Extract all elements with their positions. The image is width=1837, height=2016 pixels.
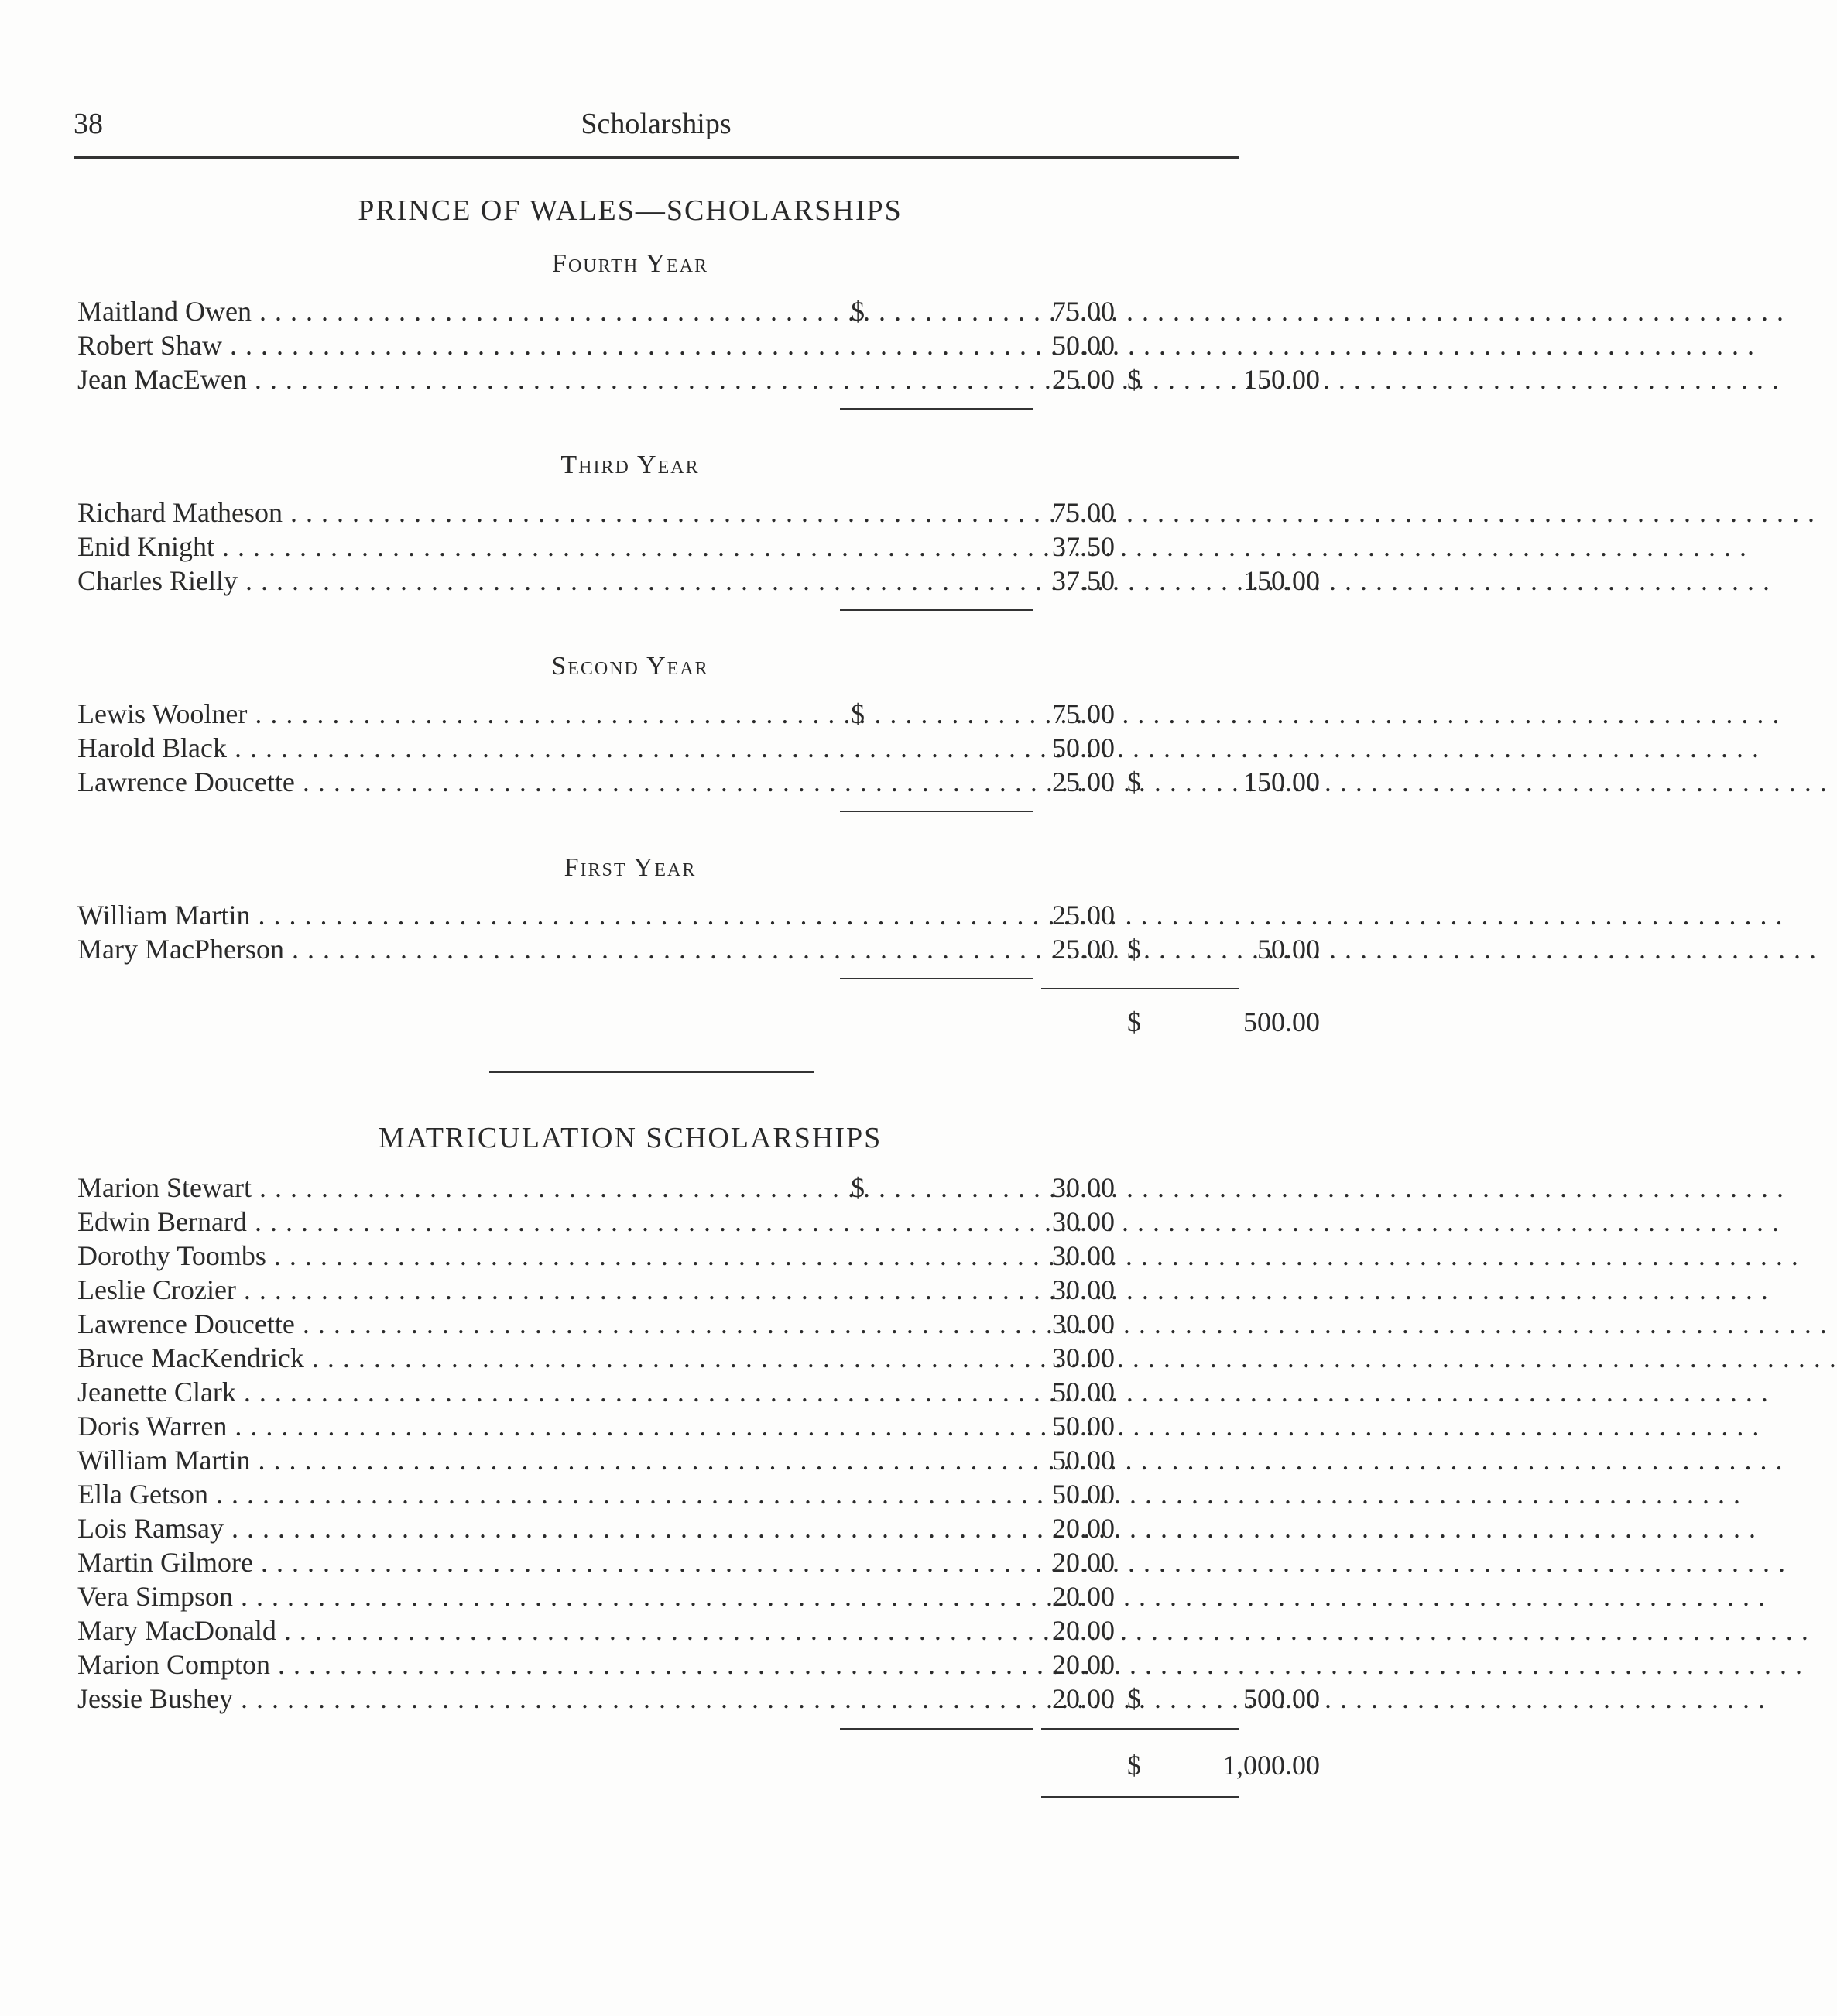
dollar-sign-subtotal: $	[1127, 934, 1141, 965]
recipient-name: Martin Gilmore . . .	[77, 1545, 832, 1579]
table-row	[77, 328, 1246, 362]
dollar-sign-subtotal: $	[1127, 1683, 1141, 1714]
table-row	[77, 1545, 1246, 1579]
table-row	[77, 1443, 1246, 1477]
amount: 50.00	[1052, 1411, 1115, 1442]
subtotal-rule	[840, 408, 1033, 410]
table-row	[77, 1205, 1246, 1239]
recipient-name: Dorothy Toombs . . .	[77, 1239, 832, 1273]
amount: 37.50	[1052, 565, 1115, 596]
table-row	[77, 932, 1320, 966]
table-row	[77, 362, 1320, 396]
subtotal: 150.00	[1243, 364, 1320, 395]
year-heading: First Year	[564, 853, 697, 882]
total-row	[77, 1748, 1320, 1782]
subtotal-rule	[840, 978, 1033, 979]
recipient-name: Jean MacEwen . . .	[77, 362, 832, 396]
year-heading: Third Year	[560, 451, 700, 479]
amount: 30.00	[1052, 1172, 1115, 1203]
subtotal: 150.00	[1243, 766, 1320, 797]
recipient-name: Doris Warren . . .	[77, 1409, 832, 1443]
dollar-sign-total: $	[1127, 1006, 1141, 1037]
table-row	[77, 1239, 1246, 1273]
recipient-name: Mary MacDonald . . .	[77, 1613, 832, 1647]
amount: 20.00	[1052, 1649, 1115, 1680]
recipient-name: Lawrence Doucette . . .	[77, 765, 832, 799]
amount: 50.00	[1052, 732, 1115, 763]
recipient-name: Mary MacPherson . . .	[77, 932, 832, 966]
recipient-name: Charles Rielly . . .	[77, 564, 832, 598]
section-title: PRINCE OF WALES—SCHOLARSHIPS	[358, 194, 903, 227]
dollar-sign-subtotal: $	[1127, 364, 1141, 395]
amount: 30.00	[1052, 1240, 1115, 1271]
recipient-name: William Martin . . .	[77, 1443, 832, 1477]
total-row	[77, 1005, 1320, 1039]
running-head: Scholarships	[581, 108, 732, 140]
recipient-name: Leslie Crozier . . .	[77, 1273, 832, 1307]
amount: 30.00	[1052, 1342, 1115, 1373]
amount: 75.00	[1052, 497, 1115, 528]
recipient-name: Marion Compton . . .	[77, 1647, 832, 1682]
subtotal: 50.00	[1257, 934, 1320, 965]
table-row	[77, 564, 1320, 598]
amount: 25.00	[1052, 900, 1115, 931]
recipient-name: Lawrence Doucette . . .	[77, 1307, 832, 1341]
dollar-sign-subtotal: $	[1127, 766, 1141, 797]
section-divider	[489, 1071, 814, 1073]
amount: 37.50	[1052, 531, 1115, 562]
amount: 20.00	[1052, 1683, 1115, 1714]
page-header	[74, 107, 1239, 146]
recipient-name: Lewis Woolner . . .	[77, 697, 832, 731]
amount: 50.00	[1052, 330, 1115, 361]
recipient-name: Edwin Bernard . . .	[77, 1205, 832, 1239]
recipient-name: Jeanette Clark . . .	[77, 1375, 832, 1409]
recipient-name: Vera Simpson . . .	[77, 1579, 832, 1613]
year-heading: Second Year	[551, 652, 709, 681]
subtotal: 500.00	[1243, 1683, 1320, 1714]
table-row	[77, 898, 1246, 932]
recipient-name: Richard Matheson . . .	[77, 495, 832, 530]
amount: 20.00	[1052, 1513, 1115, 1544]
table-row	[77, 1341, 1246, 1375]
table-row	[77, 731, 1246, 765]
table-row	[77, 1273, 1246, 1307]
table-row	[77, 1307, 1246, 1341]
amount: 75.00	[1052, 698, 1115, 729]
amount: 30.00	[1052, 1274, 1115, 1305]
amount: 75.00	[1052, 296, 1115, 327]
table-row	[77, 1171, 1246, 1205]
recipient-name: Bruce MacKendrick . . .	[77, 1341, 832, 1375]
recipient-name: William Martin . . .	[77, 898, 832, 932]
dollar-sign: $	[851, 296, 865, 327]
table-row	[77, 1511, 1246, 1545]
dollar-sign: $	[851, 698, 865, 729]
amount: 30.00	[1052, 1206, 1115, 1237]
subtotal-rule	[840, 1728, 1033, 1730]
amount: 25.00	[1052, 934, 1115, 965]
table-row	[77, 294, 1246, 328]
amount: 25.00	[1052, 766, 1115, 797]
subtotal-rule	[840, 609, 1033, 611]
table-row	[77, 1409, 1246, 1443]
year-heading: Fourth Year	[552, 249, 708, 278]
page-number: 38	[74, 108, 103, 140]
subtotal: 150.00	[1243, 565, 1320, 596]
table-row	[77, 1375, 1246, 1409]
subtotal-rule	[840, 811, 1033, 812]
amount: 20.00	[1052, 1581, 1115, 1612]
table-row	[77, 1579, 1246, 1613]
amount: 50.00	[1052, 1479, 1115, 1510]
amount: 50.00	[1052, 1445, 1115, 1476]
table-row	[77, 530, 1246, 564]
dollar-sign-total: $	[1127, 1750, 1141, 1781]
total-value: 500.00	[1243, 1006, 1320, 1037]
amount: 50.00	[1052, 1377, 1115, 1407]
recipient-name: Enid Knight . . .	[77, 530, 832, 564]
recipient-name: Lois Ramsay . . .	[77, 1511, 832, 1545]
amount: 20.00	[1052, 1547, 1115, 1578]
amount: 20.00	[1052, 1615, 1115, 1646]
table-row	[77, 765, 1320, 799]
dollar-sign: $	[851, 1172, 865, 1203]
recipient-name: Harold Black . . .	[77, 731, 832, 765]
grand-total-rule	[1041, 988, 1239, 989]
grand-total-rule	[1041, 1796, 1239, 1798]
recipient-name: Maitland Owen . . .	[77, 294, 832, 328]
amount: 25.00	[1052, 364, 1115, 395]
header-rule	[74, 156, 1239, 159]
amount: 30.00	[1052, 1308, 1115, 1339]
table-row	[77, 495, 1246, 530]
recipient-name: Ella Getson . . .	[77, 1477, 832, 1511]
table-row	[77, 697, 1246, 731]
recipient-name: Jessie Bushey . . .	[77, 1682, 832, 1716]
recipient-name: Marion Stewart . . .	[77, 1171, 832, 1205]
subtotal-rule	[1041, 1728, 1239, 1730]
table-row	[77, 1647, 1246, 1682]
total-value: 1,000.00	[1222, 1750, 1320, 1781]
table-row	[77, 1477, 1246, 1511]
section-title: MATRICULATION SCHOLARSHIPS	[378, 1122, 883, 1154]
recipient-name: Robert Shaw . . .	[77, 328, 832, 362]
table-row	[77, 1613, 1246, 1647]
table-row	[77, 1682, 1320, 1716]
